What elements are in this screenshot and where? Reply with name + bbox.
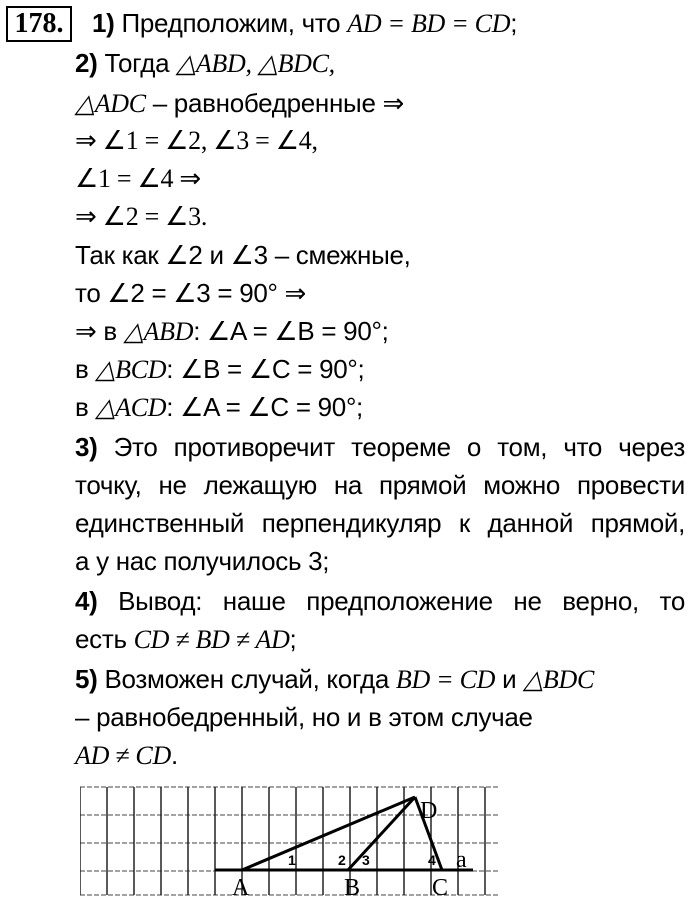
math: △ABD <box>123 317 194 346</box>
text: Тогда <box>104 48 177 78</box>
text: и <box>495 664 524 694</box>
text: есть <box>75 624 134 654</box>
angle-label-2: 2 <box>338 852 346 868</box>
point-label-b: B <box>344 875 361 900</box>
text-line-19: – равнобедренный, но и в этом случае <box>75 702 533 732</box>
point-label-c: C <box>432 875 449 900</box>
angle-label-1: 1 <box>288 852 296 868</box>
text: в <box>75 354 96 384</box>
math: BD = CD <box>395 665 496 694</box>
step-number: 5) <box>75 664 98 694</box>
angle-label-3: 3 <box>362 852 370 868</box>
text: : ∠A = ∠B = 90°; <box>193 316 389 346</box>
text-line-16 <box>75 586 685 616</box>
text: : ∠B = ∠C = 90°; <box>166 354 365 384</box>
step-number: 1) <box>92 8 115 38</box>
text-line-15: а у нас получилось 3; <box>75 546 330 576</box>
geometry-figure <box>80 785 500 905</box>
grid-diagram <box>80 785 500 900</box>
math: AD ≠ CD <box>75 741 171 770</box>
problem-number: 178. <box>6 6 72 42</box>
text-line-14: единственный перпендикуляр к данной прямой, <box>75 508 685 538</box>
text: в <box>75 392 96 422</box>
step-number: 2) <box>75 48 98 78</box>
text: – равнобедренные ⇒ <box>145 88 405 118</box>
step-number: 4) <box>75 586 98 616</box>
point-label-d: D <box>420 798 438 824</box>
text: . <box>170 740 178 770</box>
text-line-4: ⇒ ∠1 = ∠2, ∠3 = ∠4, <box>75 126 318 155</box>
text-line-12 <box>75 432 685 462</box>
math: △BCD <box>95 355 167 384</box>
math: △BDC <box>523 665 595 694</box>
text-line-11 <box>75 392 363 423</box>
text: : ∠A = ∠C = 90°; <box>166 392 363 422</box>
point-label-a: A <box>232 875 250 900</box>
text: ; <box>289 624 297 654</box>
math: CD ≠ BD ≠ AD <box>133 625 290 654</box>
angle-label-4: 4 <box>428 852 436 868</box>
text-line-13: точку, не лежащую на прямой можно провести <box>75 470 685 500</box>
text-line-7: Так как ∠2 и ∠3 – смежные, <box>75 240 411 270</box>
text: Это противоречит теореме о том, что через <box>113 432 685 462</box>
text-line-10 <box>75 354 364 385</box>
text-line-3 <box>75 88 404 119</box>
text: Возможен случай, когда <box>104 664 396 694</box>
math: △ADC <box>75 89 146 118</box>
text-line-5: ∠1 = ∠4 ⇒ <box>75 164 201 193</box>
step-number: 3) <box>75 432 98 462</box>
text: Предположим, что <box>121 8 348 38</box>
text-line-18 <box>75 664 594 695</box>
text-line-6: ⇒ ∠2 = ∠3. <box>75 202 208 231</box>
text-line-20 <box>75 740 178 771</box>
math: △ABD, △BDC, <box>176 49 335 78</box>
math: △ACD <box>95 393 167 422</box>
text: ⇒ в <box>75 316 124 346</box>
math: AD = BD = CD <box>347 9 511 38</box>
text-line-8: то ∠2 = ∠3 = 90° ⇒ <box>75 278 307 308</box>
text-line-2 <box>75 48 335 79</box>
text-line-17 <box>75 624 296 655</box>
text: ; <box>510 8 518 38</box>
text-line-9 <box>75 316 389 347</box>
text: Вывод: наше предположение не верно, то <box>118 586 685 616</box>
line-label-a: a <box>456 847 467 873</box>
text-line-1 <box>92 8 517 39</box>
